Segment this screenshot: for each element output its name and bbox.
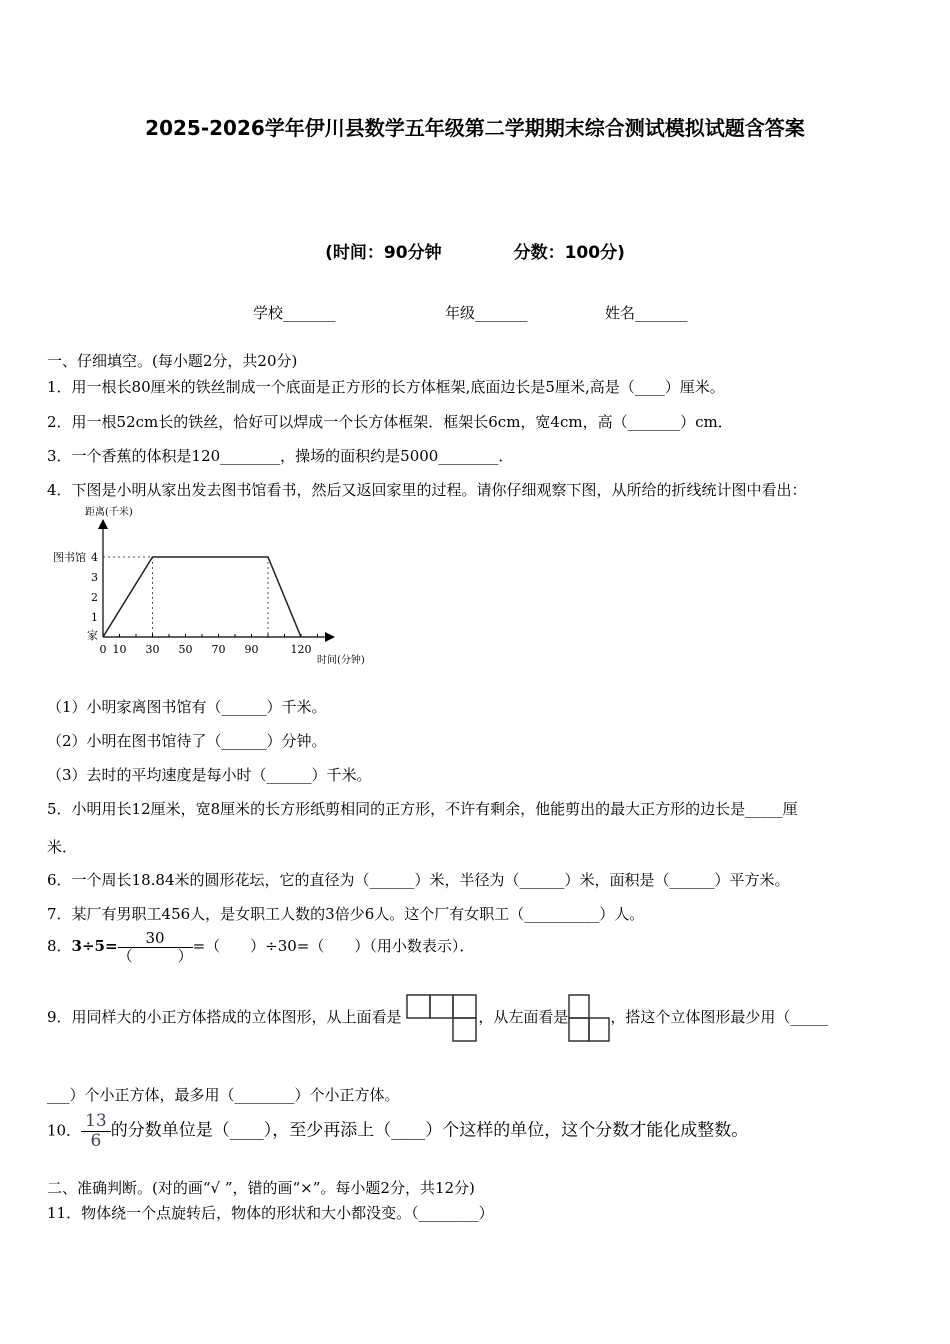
x-tick-label: 90 (244, 643, 259, 656)
school-field[interactable]: 学校_______ (253, 304, 336, 322)
section-heading: 一、仔细填空。(每小题2分，共20分) (47, 352, 298, 370)
question-4: 4．下图是小明从家出发去图书馆看书，然后又返回家里的过程。请你仔细观察下图，从所给的折线统计图中看出： (47, 481, 807, 499)
question-5-cont: 米． (47, 838, 78, 856)
y-tick-label: 2 (91, 591, 98, 604)
top-view-figure (406, 994, 478, 1042)
question-9-cont: ___）个小正方体，最多用（________）个小正方体。 (47, 1086, 400, 1104)
q10-text: 的分数单位是（____），至少再添上（____）个这样的单位，这个分数才能化成整数。 (110, 1120, 749, 1141)
question-8 (47, 930, 474, 964)
left-view-figure (568, 994, 610, 1042)
grade-field[interactable]: 年级_______ (445, 304, 528, 322)
question-1: 1．用一根长80厘米的铁丝制成一个底面是正方形的长方体框架,底面边长是5厘米,高是（____）厘米。 (47, 378, 725, 396)
y-tick-label: 3 (91, 571, 98, 584)
question-4-2: （2）小明在图书馆待了（______）分钟。 (47, 732, 327, 750)
section-heading-2: 二、准确判断。(对的画“√ ”，错的画“×”。每小题2分，共12分) (47, 1179, 475, 1197)
exam-meta (0, 238, 950, 263)
distance-time-chart (40, 505, 380, 675)
question-4-3: （3）去时的平均速度是每小时（______）千米。 (47, 766, 372, 784)
time-limit: (时间：90分钟 (325, 243, 442, 263)
question-9 (47, 992, 828, 1042)
q9-text-a: 9．用同样大的小正方体搭成的立体图形，从上面看是 (47, 1008, 402, 1026)
q8-number: 8． (47, 937, 72, 955)
q9-text-b: ，从左面看是 (478, 1008, 569, 1026)
x-tick-label: 10 (112, 643, 127, 656)
y-label-home: 家 (87, 629, 98, 642)
x-tick-label: 50 (178, 643, 193, 656)
question-2: 2．用一根52cm长的铁丝，恰好可以焊成一个长方体框架．框架长6cm，宽4cm，高（_______）cm． (47, 413, 733, 431)
x-tick-label: 120 (290, 643, 312, 656)
q9-text-c: ，搭这个立体图形最少用（_____ (610, 1008, 828, 1026)
question-11: 11．物体绕一个点旋转后，物体的形状和大小都没变。（________） (47, 1204, 494, 1222)
distance-line (103, 557, 301, 637)
numerator: 30 (118, 930, 193, 948)
denominator: 6 (90, 1130, 102, 1151)
total-score: 分数：100分) (513, 243, 625, 263)
question-4-1: （1）小明家离图书馆有（______）千米。 (47, 698, 327, 716)
question-10 (47, 1112, 748, 1150)
x-tick-label: 30 (145, 643, 160, 656)
y-tick-label: 1 (91, 611, 98, 624)
y-axis-arrow-icon (98, 519, 108, 529)
question-5: 5．小明用长12厘米，宽8厘米的长方形纸剪相同的正方形，不许有剩余，他能剪出的最大正方形的边长是_____厘 (47, 800, 798, 818)
x-axis-label: 时间(分钟) (317, 655, 365, 666)
q8-expr: 3÷5= (71, 937, 118, 955)
q8-rest: =（ ）÷30=（ ）（用小数表示）． (192, 937, 475, 955)
q10-number: 10． (47, 1121, 82, 1140)
y-axis-label: 距离(千米) (85, 507, 133, 518)
page-title: 2025-2026学年伊川县数学五年级第二学期期末综合测试模拟试题含答案 (145, 116, 805, 140)
question-7: 7．某厂有男职工456人，是女职工人数的3倍少6人。这个厂有女职工（__________）人。 (47, 905, 645, 923)
question-3: 3．一个香蕉的体积是120________，操场的面积约是5000________． (47, 447, 514, 465)
x-tick-label: 0 (99, 643, 107, 656)
y-tick-label: 4 (91, 551, 98, 564)
question-6: 6．一个周长18.84米的圆形花坛，它的直径为（______）米，半径为（______）米，面积是（______）平方米。 (47, 871, 790, 889)
q8-fraction (118, 930, 193, 964)
y-label-library: 图书馆 (53, 551, 86, 564)
denominator: （ ） (117, 946, 193, 965)
numerator: 13 (81, 1112, 111, 1132)
x-axis-arrow-icon (325, 632, 335, 642)
name-field[interactable]: 姓名_______ (605, 304, 688, 322)
x-tick-label: 70 (211, 643, 226, 656)
q10-fraction (81, 1112, 111, 1150)
